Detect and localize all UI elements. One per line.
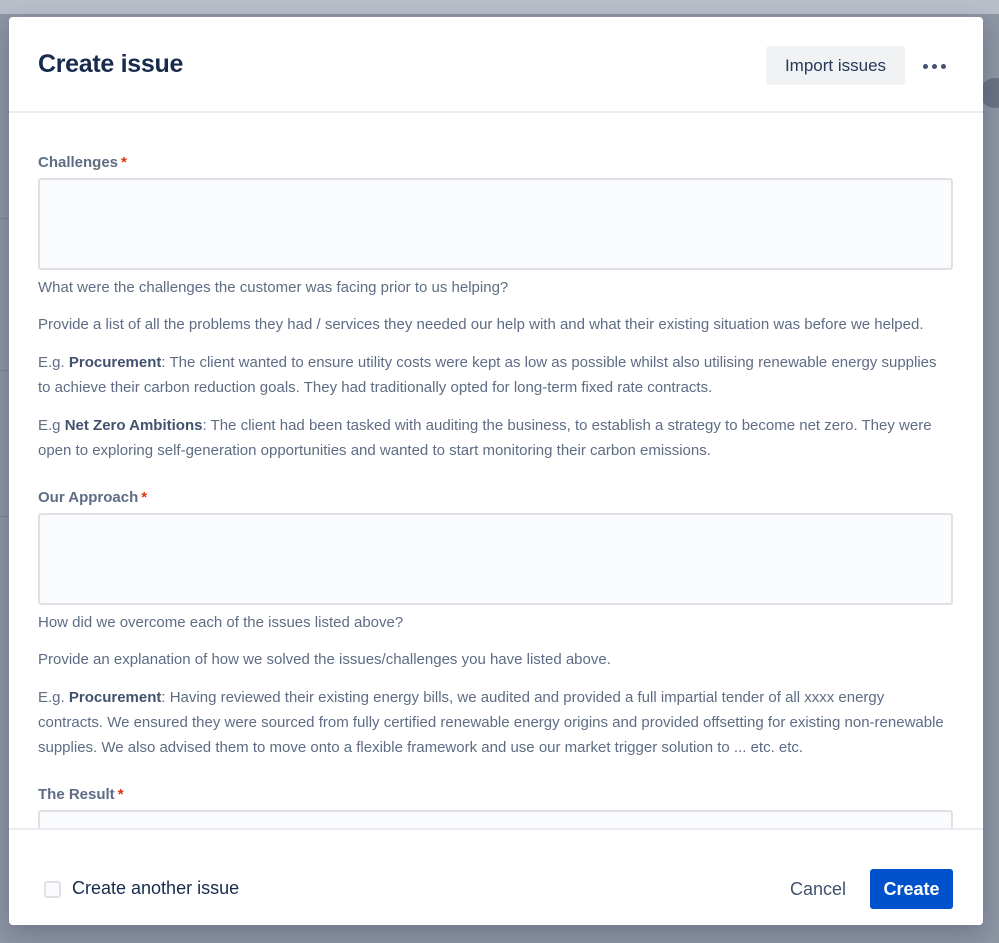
background-divider (0, 218, 9, 219)
example-prefix: E.g. (38, 354, 69, 371)
our-approach-help-instruction: Provide an explanation of how we solved the issues/challenges you have listed above. (38, 651, 611, 668)
our-approach-help-question: How did we overcome each of the issues listed above? (38, 614, 404, 631)
background-divider (0, 516, 9, 517)
challenges-example-net-zero (38, 413, 953, 463)
example-prefix: E.g. (38, 689, 69, 706)
background-top-bar (0, 0, 999, 14)
dialog-header (9, 17, 983, 113)
create-another-checkbox[interactable] (44, 881, 61, 898)
example-text: : Having reviewed their existing energy bills, we audited and provided a full impartial tender of all xxxx energy contracts. We ensured they were sourced from fully certified renewable energy origins and provided offsetting for existing non-renewable supplies. We also advised them to move onto a flexible framework and use our market trigger solution to ... etc. etc. (38, 689, 944, 756)
more-actions-button[interactable] (915, 47, 953, 85)
the-result-input[interactable] (38, 810, 953, 828)
cancel-button[interactable]: Cancel (779, 869, 857, 909)
create-another-label[interactable]: Create another issue (72, 878, 240, 898)
our-approach-input[interactable] (38, 513, 953, 605)
challenges-help-instruction: Provide a list of all the problems they had / services they needed our help with and what their existing situation was before we helped. (38, 316, 924, 333)
our-approach-label-text: Our Approach (38, 489, 139, 506)
required-indicator: * (141, 489, 148, 506)
example-term: Net Zero Ambitions (64, 417, 203, 434)
more-horizontal-icon (941, 64, 946, 69)
challenges-input[interactable] (38, 178, 953, 270)
more-horizontal-icon (923, 64, 928, 69)
more-horizontal-icon (932, 64, 937, 69)
example-term: Procurement (68, 354, 162, 371)
import-issues-button[interactable]: Import issues (766, 46, 905, 85)
the-result-label-text: The Result (38, 786, 115, 803)
dialog-body[interactable] (9, 115, 983, 828)
challenges-example-procurement (38, 350, 953, 400)
required-indicator: * (121, 154, 127, 171)
example-prefix: E.g (38, 417, 65, 434)
our-approach-example-procurement (38, 685, 953, 760)
challenges-label (38, 154, 127, 171)
create-button[interactable]: Create (870, 869, 953, 909)
dialog-title: Create issue (38, 50, 184, 78)
example-text: : The client had been tasked with auditing the business, to establish a strategy to become net zero. They were open to exploring self-generation opportunities and wanted to start monitoring their carbon emissions. (38, 417, 932, 459)
create-issue-dialog (9, 17, 983, 925)
challenges-label-text: Challenges (38, 154, 119, 171)
required-indicator: * (117, 786, 124, 803)
background-divider (0, 370, 9, 371)
dialog-footer (9, 828, 983, 925)
the-result-label (38, 786, 124, 803)
example-term: Procurement (68, 689, 162, 706)
example-text: : The client wanted to ensure utility costs were kept as low as possible whilst also utilising renewable energy supplies to achieve their carbon reduction goals. They had traditionally opted for long-term fixed rate contracts. (38, 354, 937, 396)
challenges-help-question: What were the challenges the customer was facing prior to us helping? (38, 279, 509, 296)
our-approach-label (38, 489, 147, 506)
